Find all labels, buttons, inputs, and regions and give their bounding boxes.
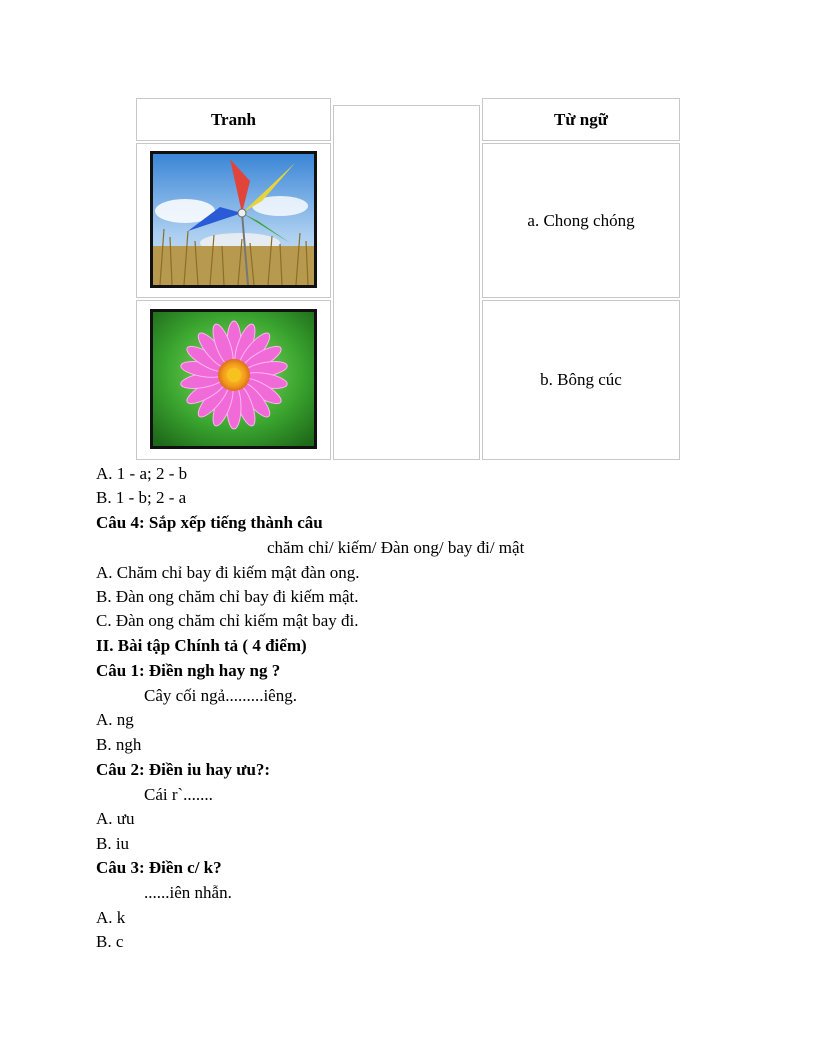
- s2-q2-title: Câu 2: Điền iu hay ưu?:: [96, 760, 271, 779]
- q4-option-b: B. Đàn ong chăm chỉ bay đi kiếm mật.: [96, 587, 359, 606]
- table-header-words: [482, 98, 680, 141]
- word-cell-2: [482, 300, 680, 460]
- q3-option-a: A. 1 - a; 2 - b: [96, 464, 188, 483]
- pinwheel-image: [150, 151, 317, 288]
- picture-cell-2: [136, 300, 331, 460]
- q4-title: Câu 4: Sắp xếp tiếng thành câu: [96, 513, 323, 532]
- s2-q3-title: Câu 3: Điền c/ k?: [96, 858, 222, 877]
- s2-q1-option-b: B. ngh: [96, 735, 142, 754]
- table-middle-column: [333, 105, 480, 460]
- word-label-1: a. Chong chóng: [527, 210, 635, 230]
- section2-title: II. Bài tập Chính tả ( 4 điểm): [96, 636, 307, 655]
- header-words-label: Từ ngữ: [554, 109, 608, 129]
- word-label-2: b. Bông cúc: [540, 370, 622, 389]
- q4-option-c: C. Đàn ong chăm chỉ kiếm mật bay đi.: [96, 611, 359, 630]
- daisy-image: [150, 309, 317, 449]
- s2-q3-prompt: ......iên nhẫn.: [144, 883, 232, 902]
- q3-option-b: B. 1 - b; 2 - a: [96, 488, 187, 507]
- s2-q1-prompt: Cây cối ngả.........iêng.: [144, 686, 297, 705]
- table-header-picture: [136, 98, 331, 141]
- s2-q1-title: Câu 1: Điền ngh hay ng ?: [96, 661, 281, 680]
- picture-cell-1: [136, 143, 331, 298]
- s2-q2-option-b: B. iu: [96, 834, 130, 853]
- q4-option-a: A. Chăm chỉ bay đi kiếm mật đàn ong.: [96, 563, 360, 582]
- q4-prompt: chăm chỉ/ kiếm/ Đàn ong/ bay đi/ mật: [267, 538, 525, 557]
- s2-q2-prompt: Cái r`.......: [144, 785, 213, 804]
- s2-q1-option-a: A. ng: [96, 710, 134, 729]
- s2-q2-option-a: A. ưu: [96, 809, 135, 828]
- word-cell-1: [482, 143, 680, 298]
- s2-q3-option-b: B. c: [96, 932, 124, 951]
- s2-q3-option-a: A. k: [96, 908, 126, 927]
- header-picture-label: Tranh: [210, 109, 257, 129]
